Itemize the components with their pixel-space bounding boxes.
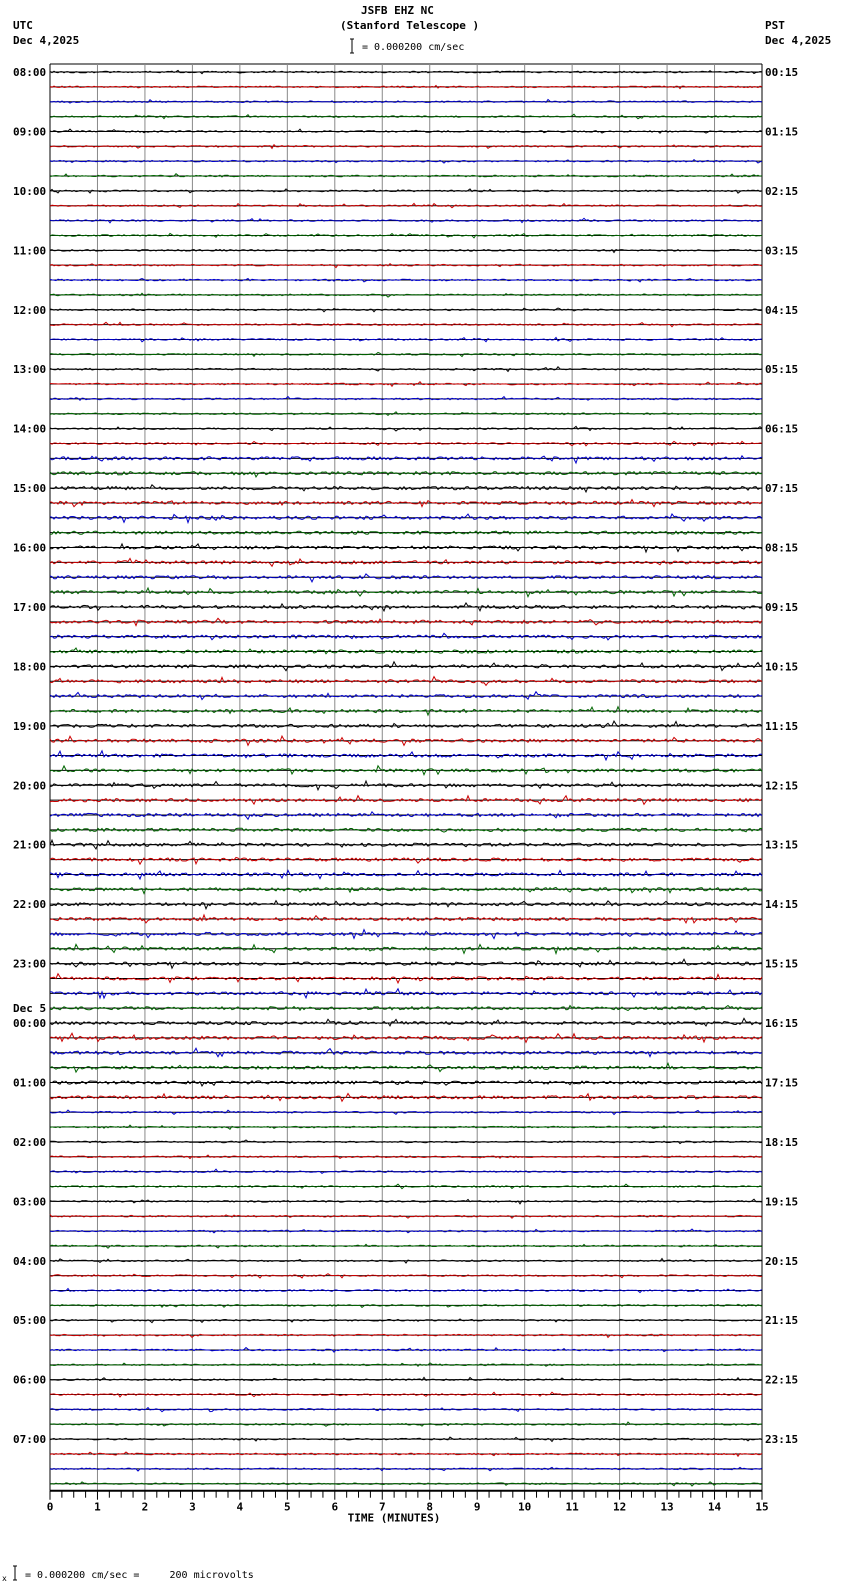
footer-scale: = 0.000200 cm/sec = 200 microvolts [25, 1570, 254, 1581]
seismic-trace [50, 1319, 762, 1323]
seismic-trace [50, 1363, 762, 1366]
utc-hour-label: 09:00 [13, 125, 47, 139]
pst-hour-label: 19:15 [765, 1195, 799, 1209]
pst-hour-label: 03:15 [765, 244, 799, 258]
left-date: Dec 4,2025 [13, 34, 80, 47]
pst-hour-label: 00:15 [765, 66, 799, 79]
x-tick-label: 12 [612, 1500, 627, 1514]
pst-hour-label: 02:15 [765, 184, 799, 198]
x-tick-label: 10 [518, 1500, 532, 1514]
utc-hour-label: 14:00 [13, 422, 47, 436]
seismic-trace [50, 1229, 762, 1233]
seismic-trace [50, 887, 762, 893]
x-tick-label: 15 [755, 1500, 769, 1514]
seismic-trace [50, 1080, 762, 1086]
seismic-trace [50, 145, 762, 149]
seismic-trace [50, 1348, 762, 1353]
scale-bar-icon [350, 39, 354, 53]
utc-hour-label: 06:00 [13, 1373, 47, 1387]
seismic-trace [50, 1482, 762, 1486]
right-timezone: PST [765, 19, 785, 32]
x-tick-label: 5 [284, 1500, 291, 1514]
pst-hour-label: 18:15 [765, 1135, 799, 1149]
pst-hour-label: 17:15 [765, 1076, 799, 1090]
pst-hour-label: 05:15 [765, 363, 799, 377]
seismic-trace [50, 721, 762, 727]
utc-hour-label: 19:00 [13, 719, 47, 733]
utc-hour-label: 18:00 [13, 660, 47, 674]
pst-hour-label: 21:15 [765, 1314, 799, 1328]
utc-hour-label: 22:00 [13, 898, 47, 912]
pst-hour-label: 14:15 [765, 898, 799, 912]
left-timezone: UTC [13, 19, 33, 32]
utc-hour-label: 04:00 [13, 1254, 47, 1268]
seismic-trace [50, 858, 762, 865]
seismic-trace [50, 1377, 762, 1380]
x-axis-label: TIME (MINUTES) [347, 1511, 441, 1525]
pst-hour-label: 01:15 [765, 125, 799, 139]
utc-hour-label: 13:00 [13, 363, 47, 377]
seismic-trace [50, 901, 762, 909]
seismic-trace [50, 189, 762, 193]
seismic-trace [50, 160, 762, 164]
pst-hour-label: 15:15 [765, 957, 799, 971]
x-tick-label: 4 [236, 1500, 244, 1514]
x-tick-label: 6 [331, 1500, 339, 1514]
seismic-trace [50, 100, 762, 104]
seismic-trace [50, 382, 762, 387]
utc-hour-label: 20:00 [13, 779, 47, 793]
utc-hour-label: 10:00 [13, 184, 47, 198]
pst-hour-label: 11:15 [765, 719, 799, 733]
utc-hour-label: 03:00 [13, 1195, 47, 1209]
seismic-trace [50, 233, 762, 237]
seismic-trace [50, 1063, 762, 1072]
x-tick-label: 9 [473, 1500, 481, 1514]
pst-hour-label: 12:15 [765, 779, 799, 793]
seismic-trace [50, 1214, 762, 1218]
utc-hour-label: 00:00 [13, 1017, 47, 1031]
utc-hour-label: 12:00 [13, 303, 47, 317]
day-change-label: Dec 5 [13, 1002, 47, 1016]
utc-hour-label: 05:00 [13, 1314, 47, 1328]
pst-hour-label: 09:15 [765, 600, 799, 614]
x-tick-label: 8 [426, 1500, 434, 1514]
seismic-trace [50, 471, 762, 477]
x-tick-label: 7 [378, 1500, 386, 1514]
chart-title: JSFB EHZ NC [361, 4, 434, 17]
chart-subtitle: (Stanford Telescope ) [340, 19, 480, 32]
seismic-trace [50, 1334, 762, 1337]
footer-prefix: x [2, 1574, 7, 1583]
utc-hour-label: 02:00 [13, 1135, 47, 1149]
pst-hour-label: 22:15 [765, 1373, 799, 1387]
pst-hour-label: 16:15 [765, 1017, 799, 1031]
pst-hour-label: 23:15 [765, 1433, 799, 1447]
pst-hour-label: 10:15 [765, 660, 799, 674]
x-tick-label: 11 [565, 1500, 579, 1514]
seismic-trace [50, 70, 762, 73]
utc-hour-label: 21:00 [13, 838, 47, 852]
footer-scale-bar-icon [13, 1566, 17, 1580]
seismic-trace [50, 1018, 762, 1026]
seismic-trace [50, 514, 762, 523]
x-tick-label: 0 [46, 1500, 54, 1514]
utc-hour-label: 23:00 [13, 957, 47, 971]
pst-hour-label: 06:15 [765, 422, 799, 436]
x-tick-label: 1 [94, 1500, 101, 1514]
seismic-trace [50, 574, 762, 582]
seismic-trace [50, 397, 762, 401]
pst-hour-label: 04:15 [765, 303, 799, 317]
utc-hour-label: 15:00 [13, 482, 47, 496]
pst-hour-label: 20:15 [765, 1254, 799, 1268]
pst-hour-label: 07:15 [765, 482, 799, 496]
seismic-trace [50, 812, 762, 820]
x-tick-label: 2 [141, 1500, 149, 1514]
pst-hour-label: 13:15 [765, 838, 799, 852]
utc-hour-label: 07:00 [13, 1433, 47, 1447]
right-date: Dec 4,2025 [765, 34, 832, 47]
x-tick-label: 3 [189, 1500, 196, 1514]
x-tick-label: 13 [660, 1500, 674, 1514]
seismic-trace [50, 1199, 762, 1204]
x-tick-label: 14 [707, 1500, 722, 1514]
seismic-trace [50, 203, 762, 207]
utc-hour-label: 11:00 [13, 244, 47, 258]
utc-hour-label: 16:00 [13, 541, 47, 555]
utc-hour-label: 08:00 [13, 66, 47, 79]
seismic-trace [50, 648, 762, 654]
pst-hour-label: 08:15 [765, 541, 799, 555]
scale-label: = 0.000200 cm/sec [362, 42, 465, 53]
utc-hour-label: 17:00 [13, 600, 47, 614]
seismic-trace [50, 456, 762, 463]
utc-hour-label: 01:00 [13, 1076, 47, 1090]
seismic-trace [50, 338, 762, 342]
